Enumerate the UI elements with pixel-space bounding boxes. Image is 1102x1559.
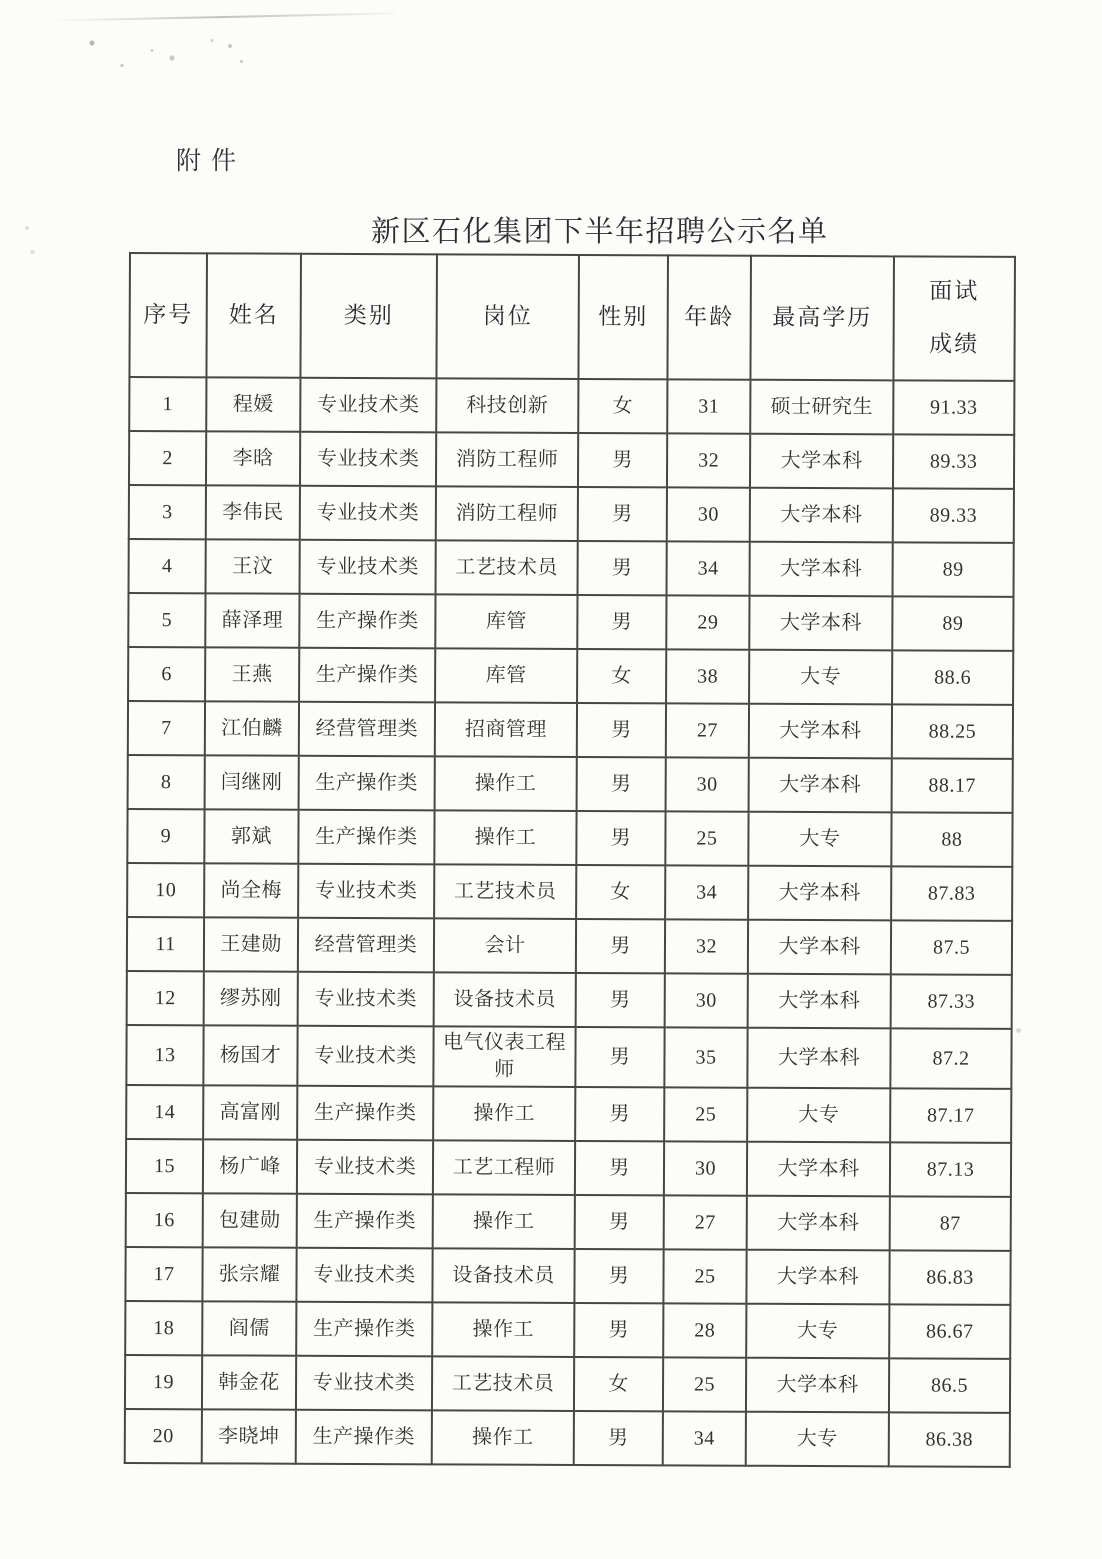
- table-cell: 87.2: [890, 1028, 1011, 1089]
- header-cell-education: 最高学历: [750, 256, 894, 381]
- table-cell: 李伟民: [206, 485, 300, 539]
- table-cell: 专业技术类: [296, 1356, 432, 1411]
- table-cell: 7: [128, 701, 205, 755]
- table-cell: 14: [126, 1085, 203, 1139]
- table-cell: 男: [574, 1249, 663, 1303]
- table-cell: 13: [126, 1025, 203, 1085]
- table-cell: 韩金花: [202, 1355, 296, 1409]
- table-cell: 生产操作类: [299, 594, 435, 649]
- table-cell: 男: [575, 1027, 664, 1087]
- table-row: [125, 1301, 1010, 1359]
- table-cell: 86.83: [889, 1250, 1010, 1305]
- table-row: [129, 377, 1014, 435]
- table-cell: 91.33: [893, 380, 1014, 435]
- table-cell: 男: [576, 919, 665, 973]
- table-cell: 招商管理: [435, 702, 577, 757]
- table-cell: 操作工: [432, 1302, 574, 1357]
- table-cell: 32: [665, 919, 748, 973]
- table-cell: 男: [574, 1411, 663, 1465]
- header-cell-position: 岗位: [436, 254, 579, 379]
- page-title: 新区石化集团下半年招聘公示名单: [371, 216, 829, 248]
- table-cell: 生产操作类: [298, 810, 434, 865]
- table-cell: 86.67: [889, 1304, 1010, 1359]
- table-cell: 专业技术类: [297, 1140, 433, 1195]
- table-cell: 大学本科: [749, 704, 892, 759]
- table-cell: 工艺工程师: [433, 1140, 575, 1195]
- table-cell: 设备技术员: [432, 1248, 574, 1303]
- table-cell: 科技创新: [436, 378, 578, 433]
- table-cell: 4: [129, 539, 206, 593]
- table-cell: 大学本科: [749, 596, 892, 651]
- table-cell: 硕士研究生: [750, 380, 893, 435]
- table-row: [127, 809, 1012, 867]
- table-cell: 20: [125, 1409, 202, 1463]
- table-cell: 25: [663, 1249, 746, 1303]
- table-cell: 库管: [435, 594, 577, 649]
- table-header: [129, 253, 1015, 381]
- table-cell: 25: [665, 811, 748, 865]
- table-cell: 闫继刚: [205, 755, 299, 809]
- table-cell: 包建勋: [203, 1193, 297, 1247]
- scan-artifact-line: [50, 12, 395, 21]
- table-row: [129, 539, 1014, 597]
- table-cell: 88.25: [892, 704, 1013, 759]
- table-row: [126, 1025, 1011, 1089]
- table-cell: 30: [665, 973, 748, 1027]
- table-cell: 32: [667, 433, 750, 487]
- table-cell: 89.33: [893, 434, 1014, 489]
- table-row: [126, 1085, 1011, 1143]
- table-cell: 李晗: [206, 431, 300, 485]
- table-cell: 大学本科: [746, 1250, 889, 1305]
- table-cell: 阎儒: [202, 1301, 296, 1355]
- table-row: [126, 1193, 1011, 1251]
- table-cell: 11: [127, 917, 204, 971]
- table-cell: 大学本科: [747, 1196, 890, 1251]
- table-cell: 25: [664, 1087, 747, 1141]
- table-row: [125, 1355, 1010, 1413]
- table-cell: 35: [664, 1027, 747, 1087]
- table-cell: 生产操作类: [296, 1410, 432, 1465]
- attachment-label: 附件: [176, 148, 247, 175]
- table-cell: 女: [574, 1357, 663, 1411]
- table-cell: 2: [129, 431, 206, 485]
- table-cell: 大学本科: [750, 542, 893, 597]
- table-cell: 87.83: [891, 866, 1012, 921]
- table-cell: 38: [666, 649, 749, 703]
- table-cell: 经营管理类: [298, 918, 434, 973]
- table-cell: 大学本科: [746, 1358, 889, 1413]
- table-row: [128, 593, 1013, 651]
- table-cell: 大专: [749, 650, 892, 705]
- table-cell: 操作工: [433, 1086, 575, 1141]
- table-cell: 1: [129, 377, 206, 431]
- table-cell: 34: [665, 865, 748, 919]
- table-cell: 男: [578, 541, 667, 595]
- table-cell: 大学本科: [749, 758, 892, 813]
- header-cell-gender: 性别: [578, 255, 668, 379]
- table-cell: 16: [126, 1193, 203, 1247]
- table-cell: 王汶: [206, 539, 300, 593]
- table-row: [128, 701, 1013, 759]
- table-cell: 17: [125, 1247, 202, 1301]
- table-cell: 3: [129, 485, 206, 539]
- table-header-row: [129, 253, 1015, 381]
- table-cell: 大专: [747, 1088, 890, 1143]
- table-row: [128, 755, 1013, 813]
- table-cell: 25: [663, 1357, 746, 1411]
- table-cell: 生产操作类: [299, 648, 435, 703]
- table-cell: 杨国才: [203, 1025, 297, 1085]
- table-cell: 男: [576, 811, 665, 865]
- table-cell: 87.33: [891, 974, 1012, 1029]
- table-cell: 专业技术类: [300, 486, 436, 541]
- table-row: [129, 431, 1014, 489]
- table-cell: 工艺技术员: [436, 540, 578, 595]
- table-cell: 操作工: [434, 810, 576, 865]
- table-cell: 专业技术类: [300, 378, 436, 433]
- table-cell: 程媛: [206, 377, 300, 431]
- table-cell: 87: [890, 1196, 1011, 1251]
- table-cell: 电气仪表工程师: [433, 1026, 575, 1087]
- table-cell: 27: [666, 703, 749, 757]
- table-row: [127, 917, 1012, 975]
- table-cell: 男: [574, 1303, 663, 1357]
- table-row: [126, 1139, 1011, 1197]
- table-cell: 大学本科: [747, 1028, 890, 1089]
- table-cell: 18: [125, 1301, 202, 1355]
- table-cell: 86.5: [889, 1358, 1010, 1413]
- table-cell: 大学本科: [748, 920, 891, 975]
- table-cell: 操作工: [435, 756, 577, 811]
- table-cell: 27: [664, 1195, 747, 1249]
- table-cell: 生产操作类: [297, 1086, 433, 1141]
- scan-artifact-speck: [25, 226, 29, 230]
- table-cell: 设备技术员: [434, 972, 576, 1027]
- table-cell: 专业技术类: [297, 1026, 433, 1087]
- table-cell: 女: [576, 865, 665, 919]
- table-cell: 86.38: [889, 1412, 1010, 1467]
- table-cell: 大专: [748, 812, 891, 867]
- header-cell-score: 面试 成绩: [893, 256, 1015, 381]
- table-cell: 30: [666, 757, 749, 811]
- table-cell: 男: [577, 595, 666, 649]
- table-cell: 29: [666, 595, 749, 649]
- table-cell: 87.5: [891, 920, 1012, 975]
- table-cell: 男: [577, 757, 666, 811]
- table-cell: 专业技术类: [300, 540, 436, 595]
- table-cell: 生产操作类: [296, 1302, 432, 1357]
- table-cell: 王建勋: [204, 917, 298, 971]
- table-cell: 大学本科: [748, 974, 891, 1029]
- table-cell: 34: [667, 541, 750, 595]
- table-cell: 大专: [746, 1412, 889, 1467]
- table-cell: 大学本科: [750, 488, 893, 543]
- table-cell: 6: [128, 647, 205, 701]
- table-cell: 男: [577, 703, 666, 757]
- header-cell-index: 序号: [129, 253, 207, 377]
- table-row: [127, 971, 1012, 1029]
- scan-artifact-speck: [1016, 1028, 1021, 1033]
- table-cell: 经营管理类: [299, 702, 435, 757]
- table-cell: 5: [128, 593, 205, 647]
- table-cell: 李晓坤: [202, 1409, 296, 1463]
- table-cell: 89.33: [893, 488, 1014, 543]
- table-cell: 工艺技术员: [432, 1356, 574, 1411]
- table-cell: 男: [575, 1195, 664, 1249]
- table-cell: 89: [892, 596, 1013, 651]
- table-cell: 女: [577, 649, 666, 703]
- table-cell: 10: [127, 863, 204, 917]
- table-cell: 88.6: [892, 650, 1013, 705]
- table-cell: 9: [127, 809, 204, 863]
- table-cell: 87.17: [890, 1088, 1011, 1143]
- table-cell: 专业技术类: [298, 972, 434, 1027]
- table-cell: 男: [576, 973, 665, 1027]
- scan-artifact-speck: [30, 250, 35, 254]
- table-cell: 操作工: [432, 1410, 574, 1465]
- table-cell: 男: [578, 487, 667, 541]
- table-row: [128, 647, 1013, 705]
- table-cell: 男: [575, 1141, 664, 1195]
- table-cell: 30: [664, 1141, 747, 1195]
- table-cell: 28: [663, 1303, 746, 1357]
- header-cell-age: 年龄: [667, 255, 751, 379]
- scan-artifact-speck: [228, 44, 232, 48]
- table-cell: 薛泽理: [205, 593, 299, 647]
- table-cell: 15: [126, 1139, 203, 1193]
- table-cell: 大学本科: [750, 434, 893, 489]
- recruitment-table: [124, 252, 1016, 1468]
- table-cell: 大学本科: [747, 1142, 890, 1197]
- table-cell: 大专: [746, 1304, 889, 1359]
- table-cell: 专业技术类: [298, 864, 434, 919]
- table-cell: 郭斌: [204, 809, 298, 863]
- table-row: [129, 485, 1014, 543]
- table-body: [125, 377, 1015, 1467]
- table-cell: 江伯麟: [205, 701, 299, 755]
- table-cell: 男: [578, 433, 667, 487]
- table-cell: 消防工程师: [436, 432, 578, 487]
- table-cell: 消防工程师: [436, 486, 578, 541]
- table-cell: 张宗耀: [202, 1247, 296, 1301]
- table-cell: 杨广峰: [203, 1139, 297, 1193]
- table-container: [124, 252, 1016, 1468]
- header-cell-name: 姓名: [206, 253, 301, 377]
- table-cell: 12: [127, 971, 204, 1025]
- table-cell: 男: [575, 1087, 664, 1141]
- table-cell: 尚全梅: [204, 863, 298, 917]
- table-cell: 89: [893, 542, 1014, 597]
- scan-artifact-speck: [240, 60, 243, 63]
- table-cell: 生产操作类: [299, 756, 435, 811]
- table-cell: 31: [667, 379, 750, 433]
- table-cell: 工艺技术员: [434, 864, 576, 919]
- scan-artifact-smudge: [52, 28, 252, 78]
- table-cell: 19: [125, 1355, 202, 1409]
- header-cell-category: 类别: [300, 254, 437, 379]
- table-cell: 高富刚: [203, 1085, 297, 1139]
- table-cell: 王燕: [205, 647, 299, 701]
- table-row: [125, 1247, 1010, 1305]
- table-cell: 88.17: [892, 758, 1013, 813]
- table-cell: 女: [578, 379, 667, 433]
- table-cell: 34: [663, 1411, 746, 1465]
- table-cell: 专业技术类: [296, 1248, 432, 1303]
- table-cell: 大学本科: [748, 866, 891, 921]
- table-cell: 操作工: [433, 1194, 575, 1249]
- table-cell: 会计: [434, 918, 576, 973]
- table-cell: 专业技术类: [300, 432, 436, 487]
- table-cell: 88: [891, 812, 1012, 867]
- table-cell: 87.13: [890, 1142, 1011, 1197]
- table-row: [125, 1409, 1010, 1467]
- table-cell: 缪苏刚: [204, 971, 298, 1025]
- table-cell: 8: [128, 755, 205, 809]
- table-cell: 30: [667, 487, 750, 541]
- table-row: [127, 863, 1012, 921]
- table-cell: 生产操作类: [297, 1194, 433, 1249]
- table-cell: 库管: [435, 648, 577, 703]
